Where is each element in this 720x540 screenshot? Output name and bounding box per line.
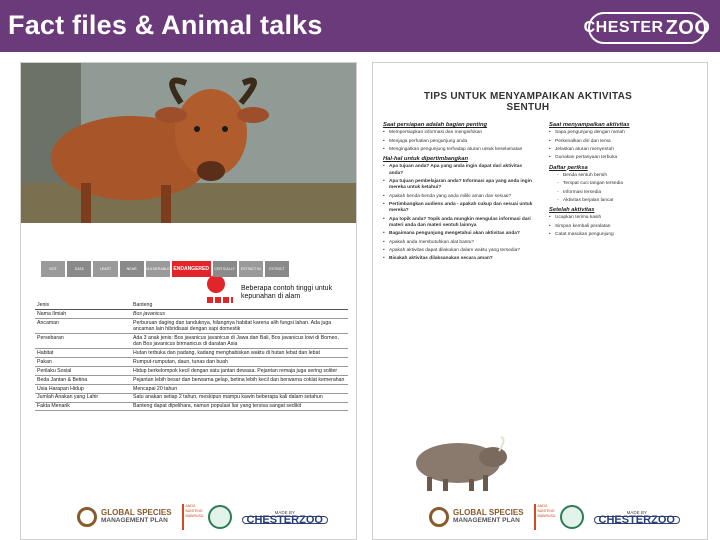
title-bar bbox=[0, 0, 720, 52]
table-key: Pakan bbox=[35, 358, 131, 367]
zoo-text: ZOO bbox=[651, 513, 675, 526]
list-item: • Bisakah aktivitas dilaksanakan secara aman? bbox=[383, 256, 533, 262]
table-value: Perburuan daging dan tanduknya, hilangnya habitat karena alih fungsi lahan. Ada juga ancaman lain hibridisasi dengan sapi domestik bbox=[131, 318, 348, 333]
fact-file-document bbox=[20, 62, 357, 540]
list-item: • Apa tujuan pembelajaran anda? Informasi apa yang anda ingin mereka untuk ketahui? bbox=[383, 179, 533, 191]
table-row bbox=[35, 318, 348, 333]
list-item: • Apakah anda membutuhkan alat bantu? bbox=[383, 240, 533, 246]
list-item: • Menjaga perhatian pengunjung anda bbox=[383, 139, 533, 145]
section-heading: Hal-hal untuk dipertimbangkan bbox=[383, 156, 469, 163]
list-item: - Tempat cuci tangan tersedia bbox=[557, 181, 699, 187]
anoa-banteng-babirusa-logo: ANOA BANTENG BABIRUSA bbox=[182, 504, 198, 530]
list-item: • Apa tujuan anda? Apa yang anda ingin dapat dari aktivitas anda? bbox=[383, 164, 533, 176]
banteng-illustration bbox=[21, 63, 357, 223]
gsmp-icon bbox=[77, 507, 97, 527]
list-item: • Pertimbangkan audiens anda - apakah cukup dan sesuai untuk mereka? bbox=[383, 202, 533, 214]
section-heading: Saat menyampaikan aktivitas bbox=[549, 122, 630, 128]
list-item: - Aktivitas berjalan lancar bbox=[557, 198, 699, 204]
gsmp-text bbox=[453, 509, 524, 525]
tips-list bbox=[549, 215, 699, 238]
section-heading: Setelah aktivitas bbox=[549, 207, 595, 214]
table-value: Pejantan lebih besar dan berwarna gelap, betina lebih kecil dan berwarna coklat kemerahan bbox=[131, 375, 348, 384]
tips-list bbox=[549, 130, 699, 161]
table-row bbox=[35, 358, 348, 367]
chester-text: CHESTER bbox=[598, 513, 652, 526]
list-item: • Apakah benda-benda yang anda miliki aman dan sesuai? bbox=[383, 194, 533, 200]
table-header-cell: Banteng bbox=[131, 301, 348, 309]
table-key: Nama Ilmiah bbox=[35, 309, 131, 318]
list-item: • Apakah aktivitas dapat dilakukan dalam waktu yang tersedia? bbox=[383, 248, 533, 254]
table-value: Bos javanicus bbox=[131, 309, 348, 318]
table-header-row bbox=[35, 301, 348, 309]
list-item: • Apa topik anda? Topik anda mungkin mengulas informasi dari materi anda dan materi sentuh lainnya bbox=[383, 217, 533, 229]
status-level: LEAST bbox=[93, 261, 117, 277]
tips-list bbox=[383, 164, 533, 262]
status-level: NEAR bbox=[120, 261, 144, 277]
gsmp-text bbox=[101, 509, 172, 525]
table-row bbox=[35, 375, 348, 384]
list-item: • Perkenalkan diri dan tema bbox=[549, 139, 699, 145]
table-value: Ada 3 anak jenis: Bos javanicus javanicus di Jawa dan Bali, Bos javanicus lowi di Borneo, dan Bos javanicus birmanicus di daratan Asia bbox=[131, 333, 348, 348]
table-row bbox=[35, 349, 348, 358]
tips-list bbox=[383, 130, 533, 153]
gsmp-line-2: MANAGEMENT PLAN bbox=[101, 517, 168, 524]
gsmp-icon bbox=[429, 507, 449, 527]
list-item: • Bagaimana pengunjung mengetahui akan aktivitas anda? bbox=[383, 231, 533, 237]
table-row bbox=[35, 366, 348, 375]
table-value: Hidup berkelompok kecil dengan satu jantan dewasa. Pejantan remaja juga sering soliter bbox=[131, 366, 348, 375]
list-item: - Benda sentuh bersih bbox=[557, 173, 699, 179]
made-by-chester-zoo bbox=[594, 510, 680, 525]
table-value: Banteng dapat dipelihara, namun populasi liar yang tersisa sangat sedikit bbox=[131, 402, 348, 411]
partner-round-logo bbox=[560, 505, 584, 529]
status-level: EXTINCT IN bbox=[239, 261, 263, 277]
list-item: • Sapa pengunjung dengan ramah bbox=[549, 130, 699, 136]
status-level: DATA bbox=[67, 261, 91, 277]
chester-zoo-small-logo bbox=[242, 513, 328, 526]
logo-text-zoo: ZOO bbox=[665, 16, 711, 39]
chester-text: CHESTER bbox=[246, 513, 300, 526]
chester-zoo-small-logo bbox=[594, 513, 680, 526]
table-key: Perilaku Sosial bbox=[35, 366, 131, 375]
list-item: • Catat masukan pengunjung bbox=[549, 232, 699, 238]
status-level: CRITICALLY bbox=[213, 261, 237, 277]
list-item: • Ucapkan terima kasih bbox=[549, 215, 699, 221]
gsmp-line-1: GLOBAL SPECIES bbox=[453, 508, 524, 517]
partner-round-logo bbox=[208, 505, 232, 529]
section-heading: Daftar periksa bbox=[549, 164, 588, 171]
list-item: • Gunakan pertanyaan terbuka bbox=[549, 155, 699, 161]
list-item: • Jelaskan aturan menyentuh bbox=[549, 147, 699, 153]
table-key: Usia Harapan Hidup bbox=[35, 384, 131, 393]
list-item: • Simpan kembali peralatan bbox=[549, 224, 699, 230]
list-item: • Mengingatkan pengunjung terhadap aturan untuk keselamatan bbox=[383, 147, 533, 153]
made-by-label: MADE BY bbox=[274, 509, 295, 515]
table-row bbox=[35, 333, 348, 348]
touch-activity-tips-document bbox=[372, 62, 708, 540]
conservation-status-scale bbox=[41, 261, 291, 277]
table-value: Rumput-rumputan, daun, tunas dan buah bbox=[131, 358, 348, 367]
babirusa-illustration bbox=[403, 431, 513, 495]
gsmp-line-1: GLOBAL SPECIES bbox=[101, 508, 172, 517]
fact-table bbox=[35, 301, 348, 411]
table-value: Mencapai 20 tahun bbox=[131, 384, 348, 393]
gsmp-logo bbox=[429, 507, 524, 527]
table-row bbox=[35, 402, 348, 411]
table-key: Ancaman bbox=[35, 318, 131, 333]
list-item: - Informasi tersedia bbox=[557, 190, 699, 196]
gsmp-line-2: MANAGEMENT PLAN bbox=[453, 517, 520, 524]
banteng-photo bbox=[21, 63, 357, 223]
table-key: Fakta Menarik bbox=[35, 402, 131, 411]
endangered-icon bbox=[207, 275, 225, 293]
zoo-text: ZOO bbox=[299, 513, 323, 526]
tips-title: TIPS UNTUK MENYAMPAIKAN AKTIVITAS SENTUH bbox=[423, 91, 633, 113]
list-item: • Mempersiapkan informasi dan menginfokan bbox=[383, 130, 533, 136]
table-row bbox=[35, 384, 348, 393]
table-key: Beda Jantan & Betina bbox=[35, 375, 131, 384]
anoa-banteng-babirusa-logo: ANOA BANTENG BABIRUSA bbox=[534, 504, 550, 530]
table-header-cell: Jenis bbox=[35, 301, 131, 309]
table-key: Jumlah Anakan yang Lahir bbox=[35, 393, 131, 402]
gsmp-logo bbox=[77, 507, 172, 527]
status-level: VULNERABLE bbox=[146, 261, 170, 277]
table-value: Satu anakan setiap 2 tahun, meskipun mampu kawin beberapa kali dalam setahun bbox=[131, 393, 348, 402]
status-note: Beberapa contoh tinggi untuk kepunahan di alam bbox=[241, 285, 333, 300]
table-value: Hutan terbuka dan padang, kadang menghabiskan waktu di hutan lebat dan lebat bbox=[131, 349, 348, 358]
tips-column-right bbox=[549, 119, 699, 241]
footer-logos bbox=[373, 495, 707, 539]
table-key: Habitat bbox=[35, 349, 131, 358]
made-by-chester-zoo bbox=[242, 510, 328, 525]
chester-zoo-logo bbox=[583, 12, 711, 44]
tips-column-left bbox=[383, 119, 533, 265]
table-row bbox=[35, 309, 348, 318]
status-level-active: ENDANGERED bbox=[172, 261, 211, 277]
table-key: Persebaran bbox=[35, 333, 131, 348]
tips-list bbox=[549, 173, 699, 204]
status-level: NOT bbox=[41, 261, 65, 277]
logo-text-chester: CHESTER bbox=[583, 19, 664, 36]
footer-logos bbox=[21, 495, 356, 539]
status-level: EXTINCT bbox=[265, 261, 289, 277]
section-heading: Saat persiapan adalah bagian penting bbox=[383, 122, 488, 128]
made-by-label: MADE BY bbox=[626, 509, 647, 515]
table-row bbox=[35, 393, 348, 402]
slide-title: Fact files & Animal talks bbox=[8, 10, 323, 40]
